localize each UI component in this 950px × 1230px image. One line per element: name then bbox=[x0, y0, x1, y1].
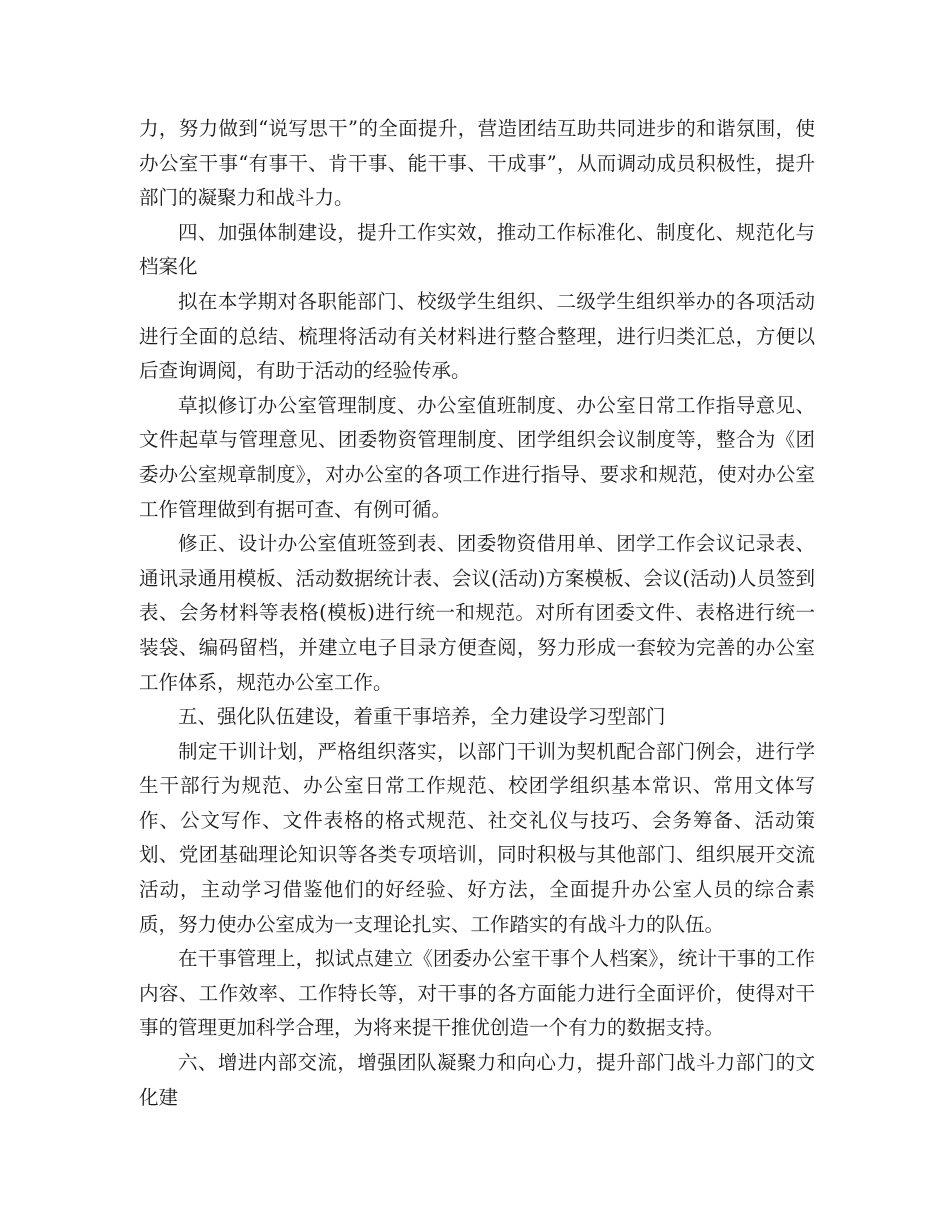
paragraph-activity-summary: 拟在本学期对各职能部门、校级学生组织、二级学生组织举办的各项活动进行全面的总结、梳理将活动有关材料进行整合整理，进行归类汇总，方便以后查询调阅，有助于活动的经验传承。 bbox=[139, 289, 815, 383]
section-heading-6: 六、增进内部交流，增强团队凝聚力和向心力，提升部门战斗力部门的文化建 bbox=[139, 1051, 815, 1109]
section-heading-5: 五、强化队伍建设，着重干事培养，全力建设学习型部门 bbox=[178, 705, 666, 729]
paragraph-rules-drafting: 草拟修订办公室管理制度、办公室值班制度、办公室日常工作指导意见、文件起草与管理意见、团委物资管理制度、团学组织会议制度等，整合为《团委办公室规章制度》，对办公室的各项工作进行指导、要求和规范，使对办公室工作管理做到有据可查、有例可循。 bbox=[139, 393, 815, 521]
paragraph-forms-standardization: 修正、设计办公室值班签到表、团委物资借用单、团学工作会议记录表、通讯录通用模板、活动数据统计表、会议(活动)方案模板、会议(活动)人员签到表、会务材料等表格(模板)进行统一和规范。对所有团委文件、表格进行统一装袋、编码留档，并建立电子目录方便查阅，努力形成一套较为完善的办公室工作体系，规范办公室工作。 bbox=[139, 532, 815, 694]
paragraph-continued: 力，努力做到“说写思干”的全面提升，营造团结互助共同进步的和谐氛围，使办公室干事“有事干、肯干事、能干事、干成事”，从而调动成员积极性，提升部门的凝聚力和战斗力。 bbox=[139, 117, 815, 210]
paragraph-staff-records: 在干事管理上，拟试点建立《团委办公室干事个人档案》，统计干事的工作内容、工作效率、工作特长等，对干事的各方面能力进行全面评价，使得对干事的管理更加科学合理，为将来提干推优创造一个有力的数据支持。 bbox=[139, 947, 815, 1040]
section-heading-4: 四、加强体制建设，提升工作实效，推动工作标准化、制度化、规范化与档案化 bbox=[139, 220, 815, 279]
paragraph-training-plan: 制定干训计划，严格组织落实，以部门干训为契机配合部门例会，进行学生干部行为规范、办公室日常工作规范、校团学组织基本常识、常用文体写作、公文写作、文件表格的格式规范、社交礼仪与技巧、会务筹备、活动策划、党团基础理论知识等各类专项培训，同时积极与其他部门、组织展开交流活动，主动学习借鉴他们的好经验、好方法，全面提升办公室人员的综合素质，努力使办公室成为一支理论扎实、工作踏实的有战斗力的队伍。 bbox=[139, 739, 815, 936]
document-body bbox=[139, 112, 815, 1115]
